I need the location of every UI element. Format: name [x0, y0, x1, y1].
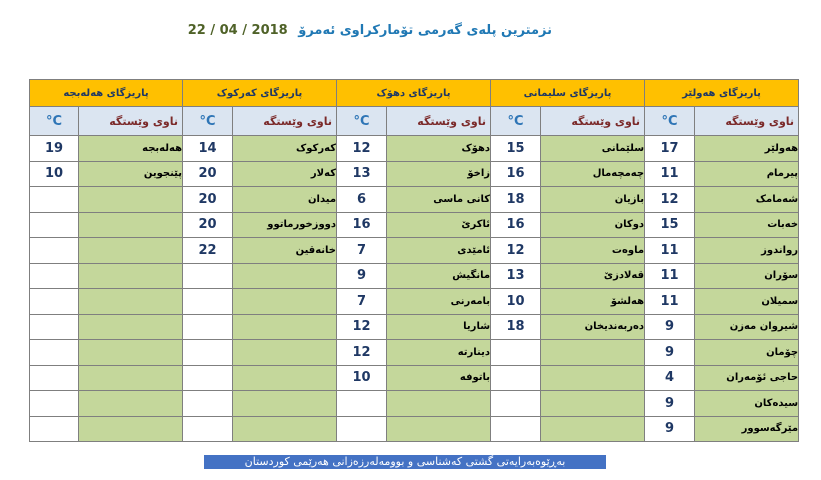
temperature-cell: 18 [491, 314, 541, 340]
station-name-cell [233, 314, 337, 340]
station-name-cell: شاریا [387, 314, 491, 340]
temperature-cell [491, 391, 541, 417]
table-row [30, 391, 799, 417]
station-name-cell [79, 416, 183, 442]
temperature-cell [491, 340, 541, 366]
station-name-cell: دوکان [541, 212, 645, 238]
table-row [30, 314, 799, 340]
station-name-cell: چەمچەمال [541, 161, 645, 187]
temperature-unit-header: C° [30, 107, 79, 136]
temperature-cell [183, 340, 233, 366]
station-name-cell [541, 365, 645, 391]
temperature-cell [183, 391, 233, 417]
temperature-unit-header: C° [645, 107, 695, 136]
column-header-row [30, 107, 799, 136]
temperature-cell: 20 [183, 161, 233, 187]
temperature-cell: 9 [337, 263, 387, 289]
temperature-cell: 11 [645, 289, 695, 315]
page-title [187, 20, 552, 42]
station-name-cell: دهۆک [387, 136, 491, 162]
station-name-header: ناوی وێستگە [541, 107, 645, 136]
station-name-cell: هەولێر [695, 136, 799, 162]
temperature-cell [30, 187, 79, 213]
station-name-cell [233, 365, 337, 391]
station-name-cell [387, 416, 491, 442]
province-header: پاریزگای سلیمانی [491, 80, 645, 107]
temperature-cell: 9 [645, 416, 695, 442]
temperature-cell: 9 [645, 314, 695, 340]
station-name-cell [79, 187, 183, 213]
table-row [30, 187, 799, 213]
station-name-cell [79, 212, 183, 238]
temperature-cell [30, 289, 79, 315]
station-name-cell: حاجی ئۆمەران [695, 365, 799, 391]
weather-table [29, 79, 799, 442]
temperature-cell: 15 [645, 212, 695, 238]
station-name-cell [79, 314, 183, 340]
station-name-header: ناوی وێستگە [695, 107, 799, 136]
temperature-cell [30, 416, 79, 442]
temperature-cell [30, 263, 79, 289]
station-name-cell [79, 391, 183, 417]
table-row [30, 161, 799, 187]
temperature-cell: 13 [491, 263, 541, 289]
temperature-cell: 10 [491, 289, 541, 315]
station-name-cell [79, 340, 183, 366]
temperature-unit-header: C° [183, 107, 233, 136]
station-name-cell [79, 263, 183, 289]
table-body [30, 136, 799, 442]
station-name-cell: دەربەندیخان [541, 314, 645, 340]
temperature-cell: 11 [645, 161, 695, 187]
station-name-cell [541, 340, 645, 366]
temperature-cell: 10 [337, 365, 387, 391]
temperature-cell: 12 [337, 340, 387, 366]
table-row [30, 416, 799, 442]
station-name-header: ناوی وێستگە [387, 107, 491, 136]
station-name-cell: دووزخورماتوو [233, 212, 337, 238]
station-name-cell: هەلەبجە [79, 136, 183, 162]
temperature-cell: 12 [337, 314, 387, 340]
station-name-cell: خانەقین [233, 238, 337, 264]
temperature-cell: 9 [645, 340, 695, 366]
province-header: پاریزگای هەولێر [645, 80, 799, 107]
temperature-cell [183, 289, 233, 315]
temperature-cell [183, 314, 233, 340]
temperature-cell: 12 [337, 136, 387, 162]
station-name-cell [541, 416, 645, 442]
temperature-cell: 22 [183, 238, 233, 264]
temperature-cell [30, 365, 79, 391]
station-name-cell: کانی ماسی [387, 187, 491, 213]
temperature-cell: 11 [645, 263, 695, 289]
temperature-cell: 9 [645, 391, 695, 417]
table-row [30, 340, 799, 366]
station-name-cell: شیروان مەزن [695, 314, 799, 340]
station-name-cell: کەرکوک [233, 136, 337, 162]
station-name-cell: زاخۆ [387, 161, 491, 187]
station-name-cell [541, 391, 645, 417]
temperature-cell: 7 [337, 238, 387, 264]
station-name-cell [233, 289, 337, 315]
province-header-row [30, 80, 799, 107]
temperature-cell: 4 [645, 365, 695, 391]
temperature-cell [491, 365, 541, 391]
table-row [30, 212, 799, 238]
temperature-cell [183, 365, 233, 391]
station-name-cell: کەلار [233, 161, 337, 187]
station-name-cell: سۆران [695, 263, 799, 289]
temperature-cell: 12 [491, 238, 541, 264]
table-row [30, 238, 799, 264]
station-name-cell: شەمامک [695, 187, 799, 213]
station-name-cell: باتوفە [387, 365, 491, 391]
province-header: پاریزگای کەرکوک [183, 80, 337, 107]
temperature-cell: 13 [337, 161, 387, 187]
station-name-cell: قەلادزێ [541, 263, 645, 289]
temperature-cell: 17 [645, 136, 695, 162]
temperature-cell [30, 212, 79, 238]
station-name-cell [233, 391, 337, 417]
temperature-cell: 19 [30, 136, 79, 162]
table-row [30, 289, 799, 315]
table-row [30, 136, 799, 162]
table-row [30, 365, 799, 391]
temperature-cell [337, 391, 387, 417]
temperature-cell [30, 391, 79, 417]
station-name-cell [79, 238, 183, 264]
footer-banner: بەڕێوەبەرایەتی گشتی کەشناسی و بوومەلەرزەزانی هەرێمی کوردستان [204, 455, 606, 469]
station-name-cell: رواندوز [695, 238, 799, 264]
temperature-cell: 20 [183, 212, 233, 238]
station-name-cell: هەلشۆ [541, 289, 645, 315]
temperature-cell: 10 [30, 161, 79, 187]
station-name-cell: مێرگەسوور [695, 416, 799, 442]
province-header: پاریزگای هەلەبجە [30, 80, 183, 107]
temperature-cell [30, 340, 79, 366]
station-name-header: ناوی وێستگە [233, 107, 337, 136]
temperature-cell [337, 416, 387, 442]
temperature-cell: 7 [337, 289, 387, 315]
temperature-cell: 6 [337, 187, 387, 213]
station-name-cell: دینارتە [387, 340, 491, 366]
station-name-header: ناوی وێستگە [79, 107, 183, 136]
station-name-cell: ئاکرێ [387, 212, 491, 238]
title-date: 22 / 04 / 2018 [187, 23, 288, 38]
station-name-cell: خەبات [695, 212, 799, 238]
station-name-cell: سمیلان [695, 289, 799, 315]
station-name-cell: مانگیش [387, 263, 491, 289]
temperature-cell [183, 263, 233, 289]
temperature-cell [491, 416, 541, 442]
title-text: نزمترین پلەی گەرمی تۆمارکراوی ئەمرۆ [298, 23, 552, 38]
station-name-cell: میدان [233, 187, 337, 213]
station-name-cell: ئامێدی [387, 238, 491, 264]
station-name-cell [233, 263, 337, 289]
station-name-cell [387, 391, 491, 417]
temperature-cell [183, 416, 233, 442]
temperature-cell: 16 [337, 212, 387, 238]
temperature-cell: 11 [645, 238, 695, 264]
temperature-cell: 16 [491, 161, 541, 187]
table-row [30, 263, 799, 289]
station-name-cell: چۆمان [695, 340, 799, 366]
temperature-cell: 15 [491, 136, 541, 162]
station-name-cell [233, 340, 337, 366]
station-name-cell: پیرمام [695, 161, 799, 187]
station-name-cell: بازیان [541, 187, 645, 213]
temperature-cell: 12 [645, 187, 695, 213]
province-header: پاریزگای دهۆک [337, 80, 491, 107]
temperature-cell [30, 238, 79, 264]
temperature-unit-header: C° [337, 107, 387, 136]
station-name-cell: پێنجوین [79, 161, 183, 187]
station-name-cell [79, 365, 183, 391]
temperature-cell: 20 [183, 187, 233, 213]
temperature-unit-header: C° [491, 107, 541, 136]
temperature-cell [30, 314, 79, 340]
temperature-cell: 16 [491, 212, 541, 238]
station-name-cell: ماوەت [541, 238, 645, 264]
station-name-cell: بامەرنی [387, 289, 491, 315]
station-name-cell: سیدەکان [695, 391, 799, 417]
station-name-cell [233, 416, 337, 442]
station-name-cell: سلێمانی [541, 136, 645, 162]
station-name-cell [79, 289, 183, 315]
temperature-cell: 18 [491, 187, 541, 213]
temperature-cell: 14 [183, 136, 233, 162]
